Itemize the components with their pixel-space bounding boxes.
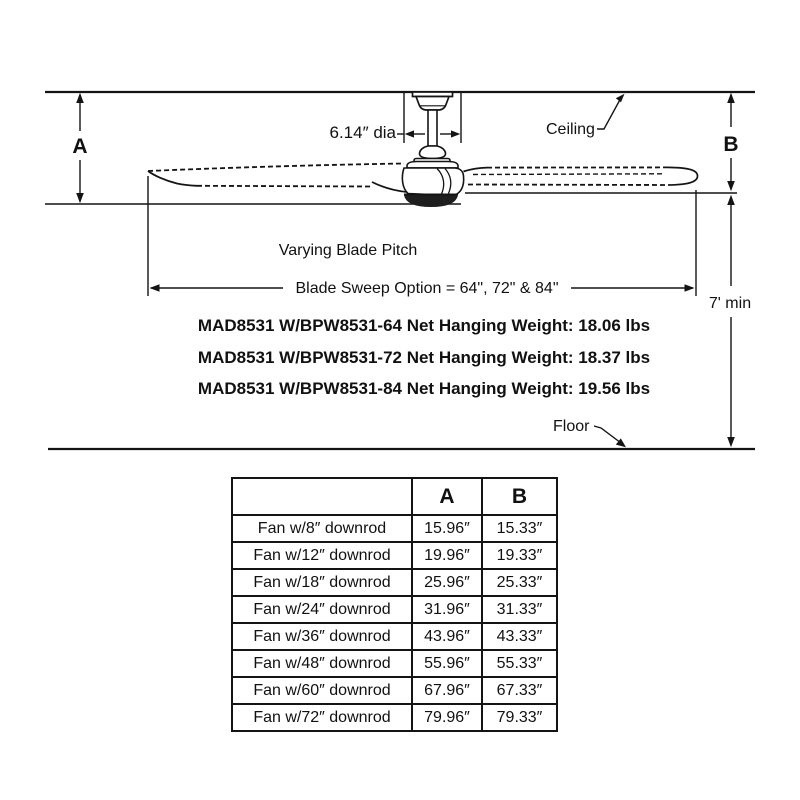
row-label: Fan w/60″ downrod <box>232 677 412 704</box>
row-label: Fan w/36″ downrod <box>232 623 412 650</box>
value-a: 19.96″ <box>412 542 482 569</box>
value-a: 43.96″ <box>412 623 482 650</box>
table-row <box>232 515 557 542</box>
row-label: Fan w/48″ downrod <box>232 650 412 677</box>
ceiling-leader-line <box>597 94 625 129</box>
floor-leader-line <box>594 426 626 447</box>
net-hanging-weight-72: MAD8531 W/BPW8531-72 Net Hanging Weight: 18.37 lbs <box>197 348 651 367</box>
canopy-diameter-label: 6.14″ dia <box>329 123 396 142</box>
table-row <box>232 650 557 677</box>
value-b: 19.33″ <box>482 542 557 569</box>
value-a: 67.96″ <box>412 677 482 704</box>
dim-a-label: A <box>72 135 88 158</box>
fan-canopy <box>413 92 453 110</box>
row-label: Fan w/18″ downrod <box>232 569 412 596</box>
value-a: 15.96″ <box>412 515 482 542</box>
value-b: 43.33″ <box>482 623 557 650</box>
blade-sweep-label: Blade Sweep Option = 64", 72" & 84" <box>295 280 559 297</box>
table-row <box>232 569 557 596</box>
table-row <box>232 596 557 623</box>
dimension-floor-clearance <box>727 195 735 448</box>
row-label: Fan w/24″ downrod <box>232 596 412 623</box>
fan-mounting-ball <box>414 146 450 163</box>
ceiling-label: Ceiling <box>546 121 595 138</box>
blade-pitch-label: Varying Blade Pitch <box>278 242 418 259</box>
fan-downrod <box>428 110 437 146</box>
value-b: 79.33″ <box>482 704 557 731</box>
table-header-row <box>232 478 557 515</box>
fan-blade-left <box>148 164 407 193</box>
header-b: B <box>482 478 557 515</box>
value-b: 31.33″ <box>482 596 557 623</box>
fan-motor-housing <box>402 162 463 196</box>
value-b: 67.33″ <box>482 677 557 704</box>
value-b: 55.33″ <box>482 650 557 677</box>
dim-b-label: B <box>723 133 739 156</box>
value-a: 31.96″ <box>412 596 482 623</box>
row-label: Fan w/72″ downrod <box>232 704 412 731</box>
value-b: 15.33″ <box>482 515 557 542</box>
net-hanging-weight-64: MAD8531 W/BPW8531-64 Net Hanging Weight: 18.06 lbs <box>197 316 651 335</box>
net-hanging-weight-84: MAD8531 W/BPW8531-84 Net Hanging Weight: 19.56 lbs <box>197 379 651 398</box>
row-label: Fan w/8″ downrod <box>232 515 412 542</box>
downrod-dimension-table <box>231 477 558 732</box>
value-a: 79.96″ <box>412 704 482 731</box>
row-label: Fan w/12″ downrod <box>232 542 412 569</box>
table-row <box>232 542 557 569</box>
header-blank <box>232 478 412 515</box>
min-floor-clearance-label: 7' min <box>708 295 752 312</box>
value-b: 25.33″ <box>482 569 557 596</box>
floor-label: Floor <box>553 418 590 435</box>
value-a: 25.96″ <box>412 569 482 596</box>
table-row <box>232 623 557 650</box>
value-a: 55.96″ <box>412 650 482 677</box>
header-a: A <box>412 478 482 515</box>
table-row <box>232 677 557 704</box>
table-row <box>232 704 557 731</box>
fan-blade-right <box>464 167 698 185</box>
